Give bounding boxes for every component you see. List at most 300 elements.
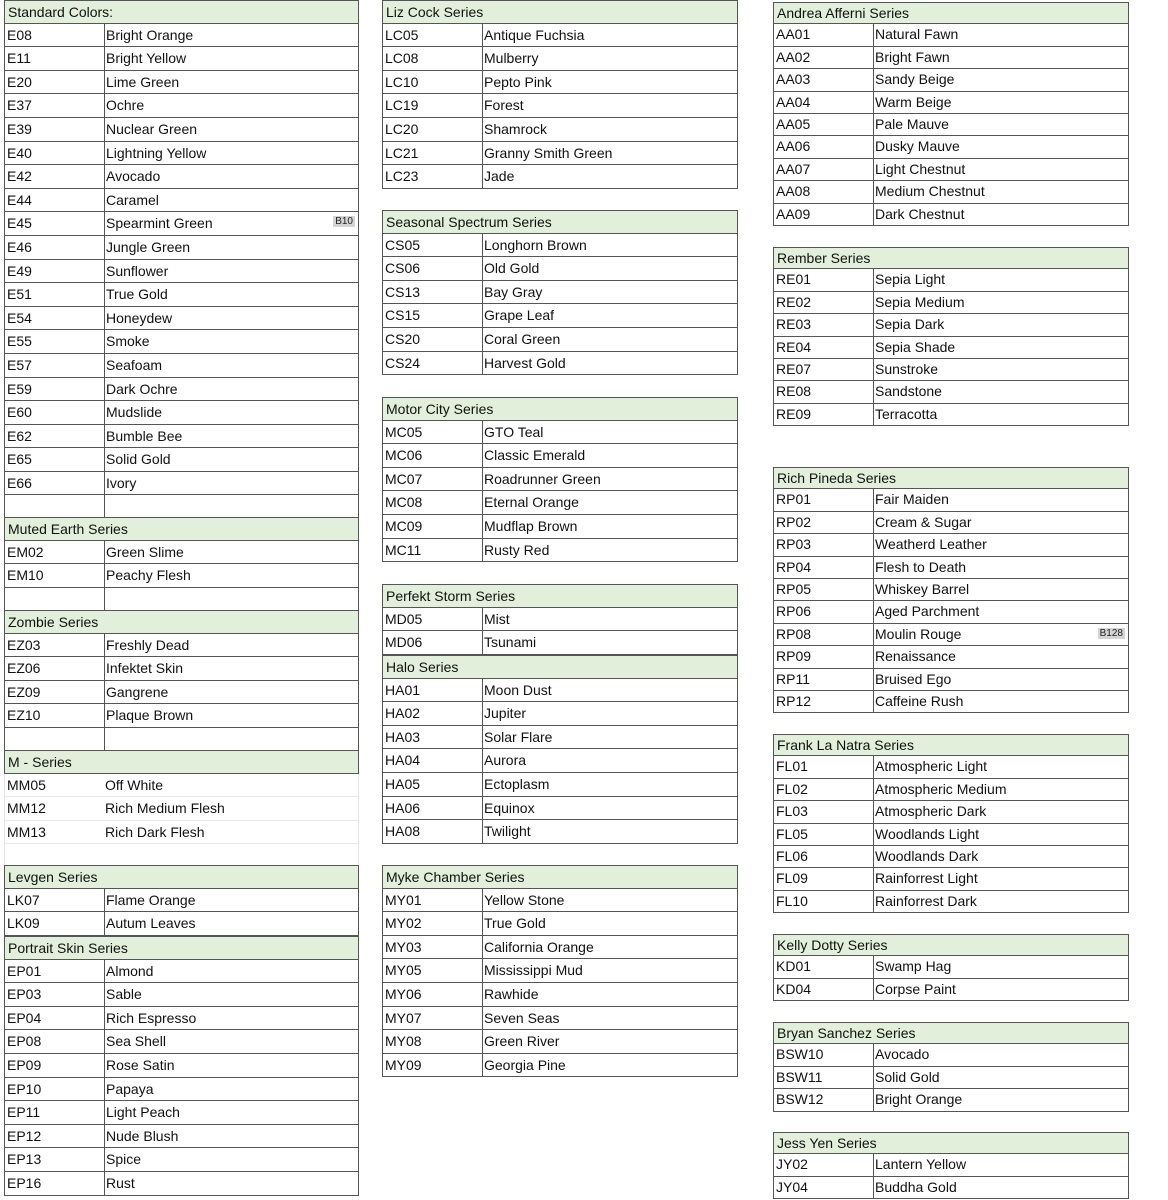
color-code: MC06	[385, 447, 423, 464]
color-code: AA04	[776, 93, 811, 110]
color-row	[4, 283, 359, 307]
color-name: Forest	[482, 94, 524, 117]
color-code: EP01	[7, 962, 42, 979]
color-name: Honeydew	[104, 307, 172, 330]
color-name: Terracotta	[873, 404, 937, 425]
color-name: Nude Blush	[104, 1125, 178, 1148]
color-name: Sea Shell	[104, 1030, 166, 1053]
color-name: Antique Fuchsia	[482, 24, 584, 47]
color-row	[382, 820, 738, 844]
series-group-levgen-series	[4, 865, 359, 936]
color-name: Corpse Paint	[873, 979, 956, 1000]
color-code: E66	[7, 474, 32, 491]
color-name: Rainforrest Light	[873, 868, 978, 889]
color-row	[4, 821, 359, 845]
color-code: RP11	[776, 670, 810, 687]
color-code: HA05	[385, 775, 421, 792]
color-row	[382, 444, 738, 468]
color-name: Sepia Medium	[873, 292, 965, 313]
color-code: AA02	[776, 48, 811, 65]
color-row	[4, 728, 359, 752]
color-row	[4, 912, 359, 936]
color-name: Seafoam	[104, 354, 162, 377]
color-name: Light Chestnut	[873, 159, 965, 180]
color-row	[773, 337, 1129, 359]
color-name: Sandstone	[873, 381, 942, 402]
color-row	[773, 314, 1129, 336]
color-name: Flame Orange	[104, 889, 195, 912]
color-row	[382, 352, 738, 376]
color-row	[773, 579, 1129, 601]
color-code: CS20	[385, 330, 421, 347]
color-row	[382, 165, 738, 189]
color-row	[4, 236, 359, 260]
color-name: Twilight	[482, 820, 531, 843]
color-name: Weatherd Leather	[873, 534, 987, 555]
color-code: E57	[7, 356, 32, 373]
series-header: Standard Colors:	[4, 0, 359, 24]
color-name: Sable	[104, 983, 142, 1006]
series-group-jess-yen-series	[773, 1132, 1129, 1199]
color-code: EP08	[7, 1033, 42, 1050]
color-row	[773, 1089, 1129, 1111]
color-name: Freshly Dead	[104, 634, 189, 657]
color-name: Rich Dark Flesh	[105, 823, 205, 840]
color-name: Smoke	[104, 330, 150, 353]
color-name: Avocado	[873, 1044, 929, 1065]
series-group-andrea-afferni-series	[773, 2, 1129, 226]
color-name: Gangrene	[104, 681, 168, 704]
series-group-portrait-skin-series	[4, 936, 359, 1196]
color-code: CS05	[385, 236, 421, 253]
color-row	[773, 624, 1129, 646]
color-code: EP03	[7, 986, 42, 1003]
color-row	[4, 681, 359, 705]
color-name: Whiskey Barrel	[873, 579, 969, 600]
series-header: Motor City Series	[382, 397, 738, 421]
series-header: Portrait Skin Series	[4, 936, 359, 960]
color-code: E42	[7, 168, 32, 185]
color-code: HA02	[385, 705, 421, 722]
color-row	[4, 472, 359, 496]
color-code: MC11	[385, 541, 422, 558]
color-name: Ivory	[104, 472, 136, 495]
color-code: RE07	[776, 360, 812, 377]
color-name: Roadrunner Green	[482, 468, 601, 491]
color-row	[4, 1125, 359, 1149]
color-name: Jade	[482, 165, 514, 188]
color-row	[382, 679, 738, 703]
color-code: MY09	[385, 1056, 422, 1073]
color-code: RE08	[776, 383, 812, 400]
series-header: Bryan Sanchez Series	[773, 1022, 1129, 1044]
color-name: Bumble Bee	[104, 425, 182, 448]
color-code: LC08	[385, 50, 419, 67]
color-row	[773, 891, 1129, 913]
color-name: Rose Satin	[104, 1054, 174, 1077]
color-name: Sunstroke	[873, 359, 938, 380]
color-code: E49	[7, 262, 32, 279]
color-row	[4, 588, 359, 612]
color-code: KD04	[776, 980, 812, 997]
color-code: FL03	[776, 803, 808, 820]
color-row	[382, 1007, 738, 1031]
color-name: Moon Dust	[482, 679, 552, 702]
color-code: MY06	[385, 985, 422, 1002]
color-name: Light Peach	[104, 1101, 180, 1124]
color-name: Lightning Yellow	[104, 142, 206, 165]
color-name: Plaque Brown	[104, 704, 193, 727]
color-code: E40	[7, 144, 32, 161]
color-code: E37	[7, 97, 32, 114]
series-header: Andrea Afferni Series	[773, 2, 1129, 24]
color-code: MY05	[385, 962, 422, 979]
color-name	[104, 728, 106, 751]
color-code: HA03	[385, 728, 421, 745]
color-name: Bright Orange	[104, 24, 193, 47]
color-name: Rich Espresso	[104, 1007, 196, 1030]
color-code: EM02	[7, 543, 44, 560]
color-name: Rust	[104, 1172, 135, 1195]
color-code: E08	[7, 26, 32, 43]
color-name	[104, 844, 105, 867]
color-row	[382, 118, 738, 142]
color-name: Almond	[104, 960, 153, 983]
color-row	[382, 749, 738, 773]
color-name: Bay Gray	[482, 281, 542, 304]
color-row	[773, 269, 1129, 291]
color-row	[773, 646, 1129, 668]
color-code: FL10	[776, 892, 808, 909]
color-name: Rainforrest Dark	[873, 891, 977, 912]
color-row	[4, 1054, 359, 1078]
color-name: Bright Fawn	[873, 47, 950, 68]
color-code: MC08	[385, 494, 423, 511]
color-code: HA08	[385, 823, 421, 840]
color-name: Sunflower	[104, 260, 168, 283]
color-code: E55	[7, 333, 32, 350]
color-row	[382, 94, 738, 118]
color-row	[773, 868, 1129, 890]
color-name: Rich Medium Flesh	[105, 800, 225, 817]
color-name: Caramel	[104, 189, 159, 212]
color-row	[773, 136, 1129, 158]
color-row	[773, 557, 1129, 579]
color-row	[382, 912, 738, 936]
series-group-frank-la-natra-series	[773, 734, 1129, 913]
color-row	[4, 142, 359, 166]
color-name: Warm Beige	[873, 92, 952, 113]
series-group-motor-city-series	[382, 397, 738, 562]
color-code: RP09	[776, 648, 812, 665]
color-row	[4, 165, 359, 189]
color-row	[4, 889, 359, 913]
color-code: AA06	[776, 138, 811, 155]
color-code: BSW11	[776, 1068, 823, 1085]
color-code: E51	[7, 286, 32, 303]
color-name: Tsunami	[482, 631, 536, 654]
color-name: Solid Gold	[104, 448, 171, 471]
color-name: Sepia Shade	[873, 337, 955, 358]
color-name: Fair Maiden	[873, 489, 949, 510]
color-name: Jungle Green	[104, 236, 190, 259]
color-name: Renaissance	[873, 646, 956, 667]
color-row	[4, 448, 359, 472]
color-code: MY07	[385, 1009, 422, 1026]
color-code: E45	[7, 215, 32, 232]
color-row	[382, 491, 738, 515]
color-row	[773, 1067, 1129, 1089]
color-name: Spice	[104, 1148, 141, 1171]
color-name: True Gold	[482, 912, 546, 935]
color-row	[773, 824, 1129, 846]
color-name: Green River	[482, 1030, 559, 1053]
color-code: FL01	[776, 758, 808, 775]
color-code: EP16	[7, 1174, 42, 1191]
color-code: JY02	[776, 1156, 808, 1173]
color-code: EM10	[7, 567, 44, 584]
color-code: RP06	[776, 603, 812, 620]
color-name: Bright Yellow	[104, 47, 186, 70]
color-name: Rusty Red	[482, 539, 549, 562]
series-group-perfekt-storm-series	[382, 584, 738, 655]
color-row	[4, 1030, 359, 1054]
color-row	[4, 1172, 359, 1196]
color-row	[4, 71, 359, 95]
series-group-liz-cock-series	[382, 0, 738, 189]
color-code: RP02	[776, 513, 812, 530]
color-code: RE01	[776, 271, 812, 288]
color-code: FL02	[776, 780, 808, 797]
color-row	[4, 1007, 359, 1031]
color-code: KD01	[776, 958, 812, 975]
color-name: Papaya	[104, 1078, 153, 1101]
color-code: LK07	[7, 891, 40, 908]
series-group-zombie-series	[4, 610, 359, 752]
color-code: EZ06	[7, 660, 41, 677]
color-code: EP13	[7, 1151, 42, 1168]
series-header: Levgen Series	[4, 865, 359, 889]
color-row	[4, 657, 359, 681]
color-name: Mudslide	[104, 401, 162, 424]
color-name: Jupiter	[482, 702, 526, 725]
color-code: RP03	[776, 536, 812, 553]
color-code: AA09	[776, 205, 811, 222]
color-code: RP04	[776, 558, 812, 575]
color-row	[382, 142, 738, 166]
color-row	[773, 359, 1129, 381]
color-name: Ectoplasm	[482, 773, 549, 796]
color-name: Mississippi Mud	[482, 959, 583, 982]
series-header: Jess Yen Series	[773, 1132, 1129, 1154]
color-name: Flesh to Death	[873, 557, 966, 578]
color-row	[4, 354, 359, 378]
color-code: AA03	[776, 71, 811, 88]
color-name: Medium Chestnut	[873, 181, 985, 202]
color-code: MY03	[385, 938, 422, 955]
color-name: GTO Teal	[482, 421, 543, 444]
color-name: Solar Flare	[482, 726, 552, 749]
color-code: HA06	[385, 799, 421, 816]
color-row	[773, 956, 1129, 978]
color-code: E65	[7, 451, 32, 468]
color-row	[382, 726, 738, 750]
series-header: Myke Chamber Series	[382, 865, 738, 889]
color-code: EZ10	[7, 707, 41, 724]
series-group-rember-series	[773, 247, 1129, 426]
series-group-muted-earth-series	[4, 517, 359, 611]
color-name: Mulberry	[482, 47, 538, 70]
series-header: M - Series	[4, 750, 359, 774]
color-code: FL05	[776, 825, 808, 842]
color-row	[4, 330, 359, 354]
color-code: HA04	[385, 752, 421, 769]
series-group-bryan-sanchez-series	[773, 1022, 1129, 1112]
color-row	[382, 234, 738, 258]
color-code: RE03	[776, 316, 812, 333]
color-code: RE02	[776, 293, 812, 310]
color-row	[4, 212, 359, 236]
color-name: Sepia Light	[873, 269, 945, 290]
color-row	[382, 24, 738, 48]
color-code: LC19	[385, 97, 419, 114]
color-name: Classic Emerald	[482, 444, 585, 467]
color-row	[4, 189, 359, 213]
color-row	[382, 281, 738, 305]
series-header: Rember Series	[773, 247, 1129, 269]
color-code: MD05	[385, 610, 423, 627]
color-code: HA01	[385, 681, 421, 698]
color-name: Moulin Rouge	[873, 624, 961, 645]
color-name: Bright Orange	[873, 1089, 962, 1110]
color-row	[773, 779, 1129, 801]
color-row	[4, 1101, 359, 1125]
color-row	[4, 425, 359, 449]
color-code: MM13	[7, 823, 46, 840]
color-row	[773, 47, 1129, 69]
color-code: EP11	[7, 1104, 41, 1121]
color-row	[382, 257, 738, 281]
color-row	[4, 634, 359, 658]
color-row	[382, 328, 738, 352]
color-row	[382, 773, 738, 797]
color-row	[4, 1148, 359, 1172]
color-row	[4, 704, 359, 728]
color-name: Lantern Yellow	[873, 1154, 966, 1175]
color-name: Pale Mauve	[873, 114, 949, 135]
color-code: CS13	[385, 283, 421, 300]
series-header: Liz Cock Series	[382, 0, 738, 24]
color-code: MY01	[385, 891, 422, 908]
color-row	[773, 404, 1129, 426]
color-code: EP10	[7, 1080, 42, 1097]
color-code: MM05	[7, 776, 46, 793]
color-row	[4, 47, 359, 71]
color-name: Dark Chestnut	[873, 204, 964, 225]
color-row	[382, 1054, 738, 1078]
color-row	[4, 378, 359, 402]
color-name: Lime Green	[104, 71, 179, 94]
color-row	[773, 92, 1129, 114]
color-row	[773, 601, 1129, 623]
color-name: Spearmint Green	[104, 212, 213, 235]
color-row	[4, 260, 359, 284]
color-name: Woodlands Light	[873, 824, 979, 845]
series-group-myke-chamber-series	[382, 865, 738, 1077]
color-name: Green Slime	[104, 541, 184, 564]
color-row	[773, 381, 1129, 403]
color-name: Atmospheric Dark	[873, 801, 986, 822]
color-code: RP01	[776, 491, 812, 508]
color-code: AA08	[776, 183, 811, 200]
color-name: Coral Green	[482, 328, 560, 351]
color-name: Peachy Flesh	[104, 564, 191, 587]
color-row	[773, 669, 1129, 691]
color-name	[104, 588, 106, 611]
series-group-seasonal-spectrum-series	[382, 210, 738, 375]
color-row	[773, 181, 1129, 203]
color-row	[773, 204, 1129, 226]
color-row	[4, 960, 359, 984]
color-code: RE04	[776, 338, 812, 355]
color-code: LC05	[385, 26, 419, 43]
color-name: Sepia Dark	[873, 314, 944, 335]
color-name: Autum Leaves	[104, 912, 196, 935]
color-row	[4, 118, 359, 142]
series-group-rich-pineda-series	[773, 467, 1129, 713]
color-name: Harvest Gold	[482, 352, 566, 375]
color-name: Old Gold	[482, 257, 539, 280]
color-code: CS15	[385, 307, 421, 324]
color-code: AA05	[776, 115, 811, 132]
color-name: Natural Fawn	[873, 24, 958, 45]
color-code: E60	[7, 404, 32, 421]
color-row	[4, 24, 359, 48]
color-name: Caffeine Rush	[873, 691, 963, 712]
color-row	[773, 691, 1129, 713]
color-code: AA07	[776, 160, 811, 177]
color-row	[4, 94, 359, 118]
color-name: Mist	[482, 608, 510, 631]
color-code: RP08	[776, 625, 812, 642]
color-name: Pepto Pink	[482, 71, 552, 94]
color-row	[382, 959, 738, 983]
color-row	[382, 983, 738, 1007]
color-code: RE09	[776, 405, 812, 422]
color-code: LC21	[385, 144, 419, 161]
color-row	[4, 401, 359, 425]
series-group-kelly-dotty-series	[773, 934, 1129, 1001]
series-group-halo-series	[382, 655, 738, 844]
color-name: Mudflap Brown	[482, 515, 577, 538]
color-code: EP09	[7, 1056, 42, 1073]
color-name: Bruised Ego	[873, 669, 951, 690]
color-row	[4, 1078, 359, 1102]
series-header: Rich Pineda Series	[773, 467, 1129, 489]
color-name: True Gold	[104, 283, 168, 306]
color-code: MY08	[385, 1033, 422, 1050]
color-code: E11	[7, 50, 31, 67]
color-name: Granny Smith Green	[482, 142, 612, 165]
color-code: E46	[7, 238, 32, 255]
color-row	[382, 702, 738, 726]
color-name: Avocado	[104, 165, 160, 188]
color-row	[382, 47, 738, 71]
series-header: Zombie Series	[4, 610, 359, 634]
series-header: Muted Earth Series	[4, 517, 359, 541]
series-group-standard-colors	[4, 0, 359, 519]
color-code: E62	[7, 427, 32, 444]
